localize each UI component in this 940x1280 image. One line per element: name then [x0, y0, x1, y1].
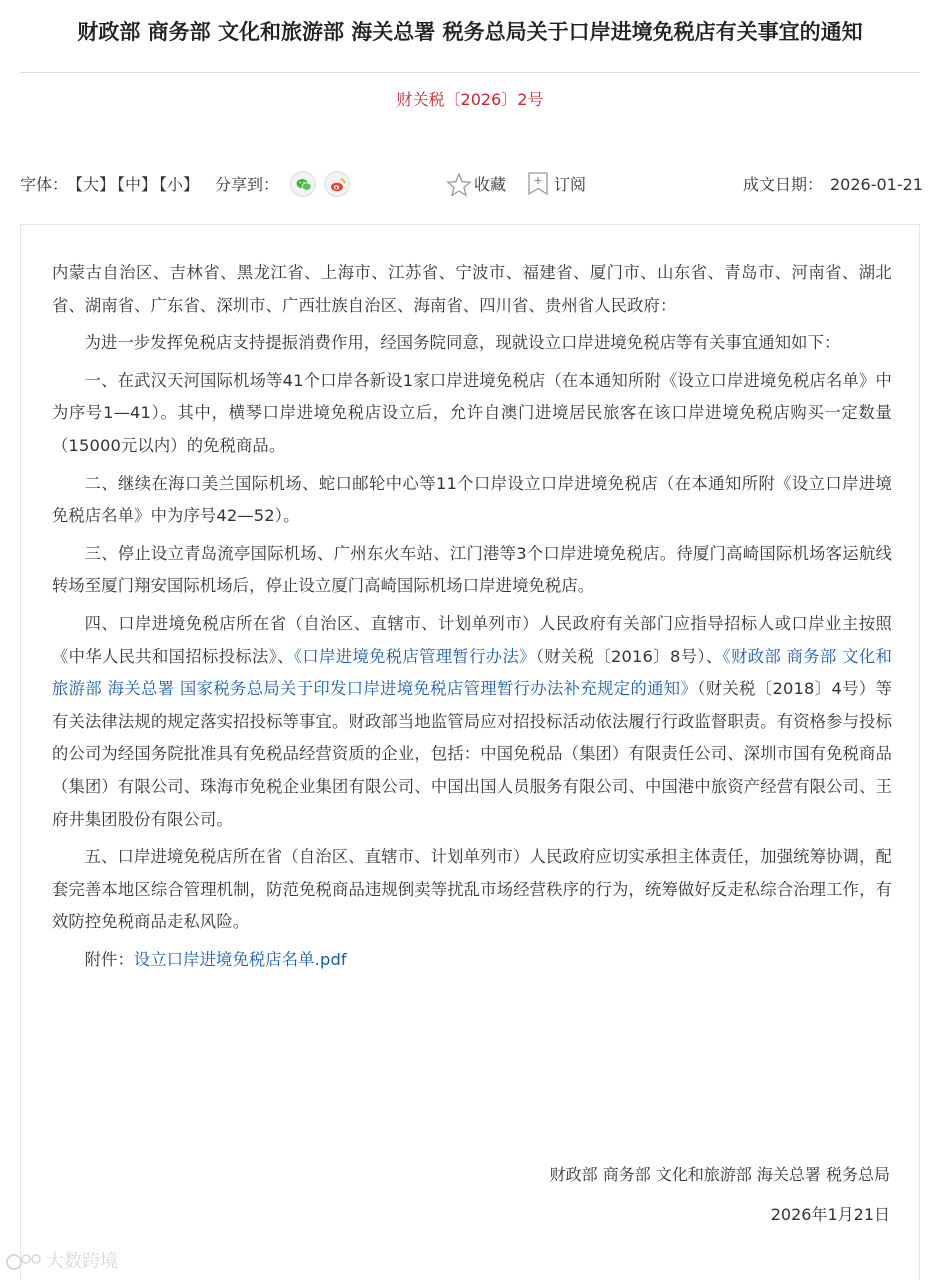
logo-icon	[6, 1252, 42, 1272]
regulation-link-2018[interactable]: 《财政部 商务部 文化和旅游部 海关总署 国家税务总局关于印发口岸进境免税店管理暂行办法补充规定的通知》	[52, 646, 893, 699]
font-size-medium-button[interactable]: 【中】	[109, 175, 158, 194]
subscribe-button[interactable]: 订阅	[554, 175, 587, 194]
paragraph-item-5: 五、口岸进境免税店所在省（自治区、直辖市、计划单列市）人民政府应切实承担主体责任，加强统筹协调，配套完善本地区综合管理机制，防范免税商品违规倒卖等扰乱市场经营秩序的行为，统筹做好反走私综合治理工作，有效防控免税商品走私风险。	[52, 847, 892, 932]
weibo-icon[interactable]	[324, 171, 350, 197]
font-size-label: 字体：	[20, 175, 69, 194]
intro-paragraph: 为进一步发挥免税店支持提振消费作用，经国务院同意，现就设立口岸进境免税店等有关事宜通知如下：	[84, 333, 841, 353]
paragraph-item-1: 一、在武汉天河国际机场等41个口岸各新设1家口岸进境免税店（在本通知所附《设立口岸进境免税店名单》中为序号1—41）。其中，横琴口岸进境免税店设立后，允许自澳门进境居民旅客在该口岸进境免税店购买一定数量（15000元以内）的免税商品。	[52, 370, 892, 455]
document-number: 财关税〔2026〕2号	[396, 90, 544, 109]
issuing-authorities: 财政部 商务部 文化和旅游部 海关总署 税务总局	[549, 1165, 890, 1184]
attachment-label: 附件：	[84, 949, 134, 969]
page-title: 财政部 商务部 文化和旅游部 海关总署 税务总局关于口岸进境免税店有关事宜的通知	[77, 20, 863, 44]
title-divider	[20, 72, 920, 73]
share-label: 分享到：	[215, 175, 280, 194]
document-body	[52, 257, 892, 981]
font-size-small-button[interactable]: 【小】	[151, 175, 200, 194]
favorite-button[interactable]: 收藏	[474, 175, 507, 194]
signature-date: 2026年1月21日	[770, 1205, 890, 1224]
font-size-large-button[interactable]: 【大】	[67, 175, 116, 194]
paragraph-item-4	[52, 608, 892, 836]
addressee: 内蒙古自治区、吉林省、黑龙江省、上海市、江苏省、宁波市、福建省、厦门市、山东省、青岛市、河南省、湖北省、湖南省、广东省、深圳市、广西壮族自治区、海南省、四川省、贵州省人民政府：	[52, 263, 892, 315]
toolbar	[0, 170, 940, 200]
paragraph-item-2: 二、继续在海口美兰国际机场、蛇口邮轮中心等11个口岸设立口岸进境免税店（在本通知所附《设立口岸进境免税店名单》中为序号42—52）。	[52, 473, 892, 526]
attachment-link[interactable]: 设立口岸进境免税店名单.pdf	[133, 949, 347, 969]
paragraph-item-3: 三、停止设立青岛流亭国际机场、广州东火车站、江门港等3个口岸进境免税店。待厦门高崎国际机场客运航线转场至厦门翔安国际机场后，停止设立厦门高崎国际机场口岸进境免税店。	[52, 543, 892, 596]
item-4-text-a: 四、口岸进境免税店所在省（自治区、直辖市、计划单列市）人民政府有关部门应指导招标人或口岸业主按照《中华人民共和国招标投标法》、	[52, 613, 892, 666]
subscribe-icon[interactable]	[526, 171, 550, 207]
item-4-text-b: （财关税〔2016〕8号）、	[535, 646, 723, 666]
item-4-text-c: （财关税〔2018〕4号）等有关法律法规的规定落实招投标等事宜。财政部当地监管局应对招投标活动依法履行行政监督职责。有资格参与投标的公司为经国务院批准具有免税品经营资质的企业，包括：中国免税品（集团）有限责任公司、深圳市国有免税商品（集团）有限公司、珠海市免税企业集团有限公司、中国出国人员服务有限公司、中国港中旅资产经营有限公司、王府井集团股份有限公司。	[52, 679, 893, 829]
star-icon[interactable]	[446, 172, 472, 208]
wechat-icon[interactable]	[290, 171, 316, 197]
regulation-link-2016[interactable]: 《口岸进境免税店管理暂行办法》	[293, 646, 536, 666]
publish-date-label: 成文日期：	[743, 175, 824, 194]
watermark-text: 大数跨境	[46, 1251, 118, 1272]
attachment-line	[52, 944, 892, 977]
publish-date-value: 2026-01-21	[830, 175, 923, 194]
